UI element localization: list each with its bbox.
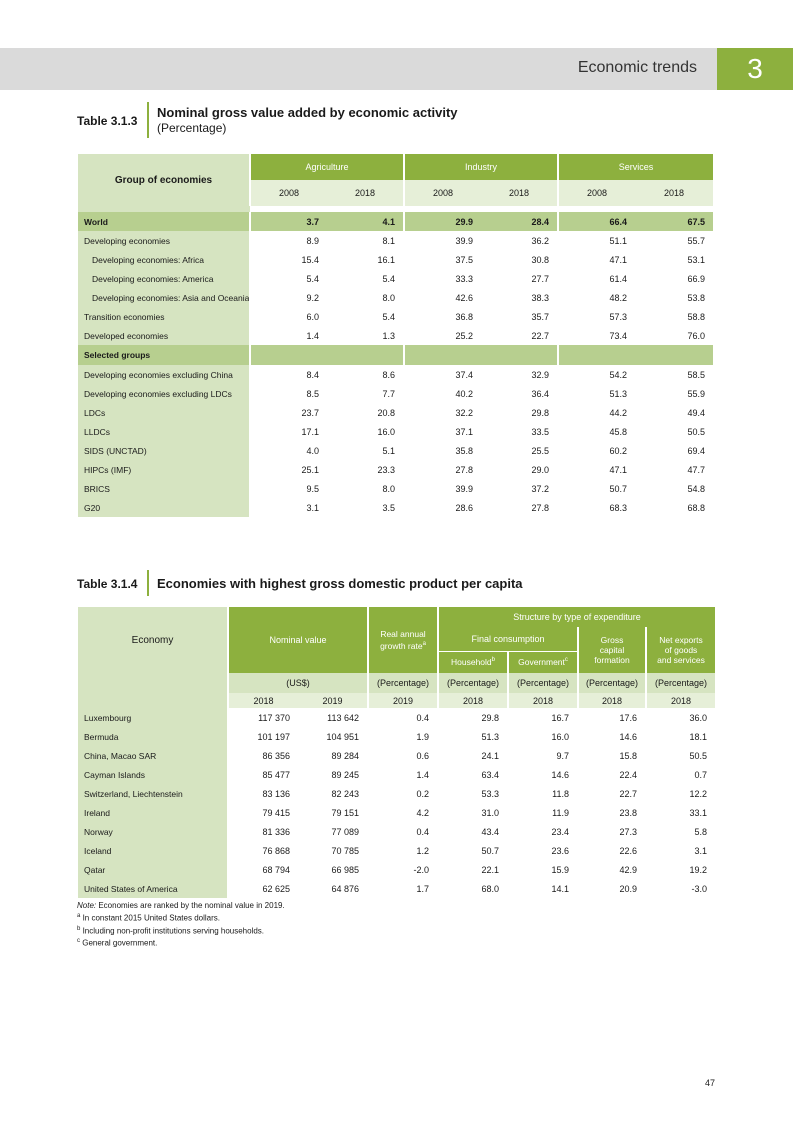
table-row (78, 288, 713, 307)
cell: 82 243 (331, 788, 359, 799)
table-row (78, 498, 713, 517)
cell: 66.4 (558, 212, 635, 231)
cell: 0.4 (368, 822, 438, 841)
cell: 53.8 (687, 292, 706, 303)
cell: 50.5 (687, 426, 706, 437)
row-name: LLDCs (78, 422, 250, 441)
cell: 42.6 (404, 288, 481, 307)
table-label: Table 3.1.3 (77, 114, 138, 128)
final-consumption-header: Final consumption (438, 627, 578, 651)
cell: 37.4 (404, 365, 481, 384)
table-notes (77, 900, 285, 949)
cell: 16.1 (377, 254, 395, 265)
cell: 29.9 (404, 212, 481, 231)
cell: 35.7 (531, 311, 550, 322)
table-row (78, 822, 715, 841)
table-row (78, 422, 713, 441)
cell: 53.3 (438, 784, 508, 803)
table-title: Nominal gross value added by economic activity (157, 105, 458, 120)
table-row (78, 365, 713, 384)
cell: 5.1 (382, 445, 395, 456)
cell: 55.9 (687, 388, 706, 399)
cell: 5.4 (382, 311, 395, 322)
cell: 36.8 (404, 307, 481, 326)
year-header: 2018 (578, 693, 646, 708)
cell: 57.3 (558, 307, 635, 326)
table-row (78, 403, 713, 422)
row-name: HIPCs (IMF) (78, 460, 250, 479)
table-row (78, 860, 715, 879)
group-header-agriculture: Agriculture (250, 154, 404, 180)
gdp-per-capita-table (78, 607, 715, 898)
cell: 22.1 (438, 860, 508, 879)
cell: 20.9 (578, 879, 646, 898)
cell: 39.9 (404, 231, 481, 250)
cell: 37.2 (531, 483, 550, 494)
table-row (78, 727, 715, 746)
structure-header: Structure by type of expenditure (438, 607, 715, 627)
cell: 50.7 (438, 841, 508, 860)
chapter-number: 3 (717, 48, 793, 90)
cell: 79 415 (228, 803, 298, 822)
table-row (78, 708, 715, 727)
row-name: Developing economies: America (78, 269, 250, 288)
table-row (78, 803, 715, 822)
cell: 3.5 (382, 502, 395, 513)
cell: 67.5 (635, 212, 713, 231)
cell: 23.6 (508, 841, 578, 860)
cell: 15.9 (508, 860, 578, 879)
year-header: 2018 (508, 693, 578, 708)
cell: 16.7 (508, 708, 578, 727)
growth-rate-header: Real annual growth rate$^a$ (368, 607, 438, 673)
caption-bar (147, 102, 149, 138)
cell: 51.3 (438, 727, 508, 746)
cell: 101 197 (228, 727, 298, 746)
cell: 47.1 (558, 250, 635, 269)
cell: 1.3 (382, 330, 395, 341)
cell: 68 794 (228, 860, 298, 879)
unit-percentage: (Percentage) (368, 673, 438, 693)
row-name: Developing economies: Africa (78, 250, 250, 269)
cell: 49.4 (687, 407, 706, 418)
table-row (78, 746, 715, 765)
cell: 69.4 (687, 445, 706, 456)
cell: 68.0 (438, 879, 508, 898)
cell: 76.0 (687, 330, 706, 341)
cell: 18.1 (646, 727, 715, 746)
cell: 37.5 (404, 250, 481, 269)
cell: 1.4 (250, 326, 327, 345)
row-name: World (78, 212, 250, 231)
cell: 117 370 (228, 708, 298, 727)
cell: 7.7 (382, 388, 395, 399)
cell: 25.2 (404, 326, 481, 345)
cell: 32.2 (404, 403, 481, 422)
table-row (78, 231, 713, 250)
page-number: 47 (705, 1078, 716, 1088)
year-header: 2008 (404, 180, 481, 206)
cell: 14.1 (508, 879, 578, 898)
unit-percentage: (Percentage) (578, 673, 646, 693)
cell: 27.7 (531, 273, 550, 284)
cell: 3.1 (646, 841, 715, 860)
cell: 8.6 (382, 369, 395, 380)
cell: 30.8 (531, 254, 550, 265)
cell: 19.2 (646, 860, 715, 879)
cell: 0.7 (646, 765, 715, 784)
cell: 60.2 (558, 441, 635, 460)
cell: 79 151 (331, 807, 359, 818)
year-header: 2018 (481, 180, 558, 206)
cell: 27.8 (531, 502, 550, 513)
cell: 4.0 (250, 441, 327, 460)
cell: 85 477 (228, 765, 298, 784)
table-row (78, 326, 713, 345)
cell: 66.9 (687, 273, 706, 284)
unit-percentage: (Percentage) (508, 673, 578, 693)
cell: 104 951 (326, 731, 359, 742)
row-name: Luxembourg (78, 708, 228, 727)
cell: 8.9 (250, 231, 327, 250)
cell: 1.9 (368, 727, 438, 746)
cell: 23.4 (508, 822, 578, 841)
cell: 73.4 (558, 326, 635, 345)
cell: 40.2 (404, 384, 481, 403)
row-name: United States of America (78, 879, 228, 898)
row-header: Group of economies (78, 154, 250, 206)
cell: 8.0 (382, 292, 395, 303)
cell: 9.2 (250, 288, 327, 307)
table-row (78, 250, 713, 269)
cell: 29.0 (531, 464, 550, 475)
row-name: LDCs (78, 403, 250, 422)
row-name: Qatar (78, 860, 228, 879)
government-header: Government$^c$ (508, 651, 578, 673)
cell: 54.2 (558, 365, 635, 384)
cell: 39.9 (404, 479, 481, 498)
footnote: $^a$ In constant 2015 United States dollars. (77, 913, 220, 923)
cell: 8.5 (250, 384, 327, 403)
year-header: 2018 (646, 693, 715, 708)
cell: 44.2 (558, 403, 635, 422)
cell: 37.1 (404, 422, 481, 441)
footnote: $^b$ Including non-profit institutions serving households. (77, 925, 265, 936)
cell: 70 785 (331, 845, 359, 856)
cell: 33.3 (404, 269, 481, 288)
unit-percentage: (Percentage) (646, 673, 715, 693)
year-header: 2019 (298, 693, 368, 708)
caption-bar (147, 570, 149, 596)
cell: 22.6 (578, 841, 646, 860)
year-header: 2008 (250, 180, 327, 206)
cell: 36.2 (531, 235, 550, 246)
cell: 64 876 (331, 883, 359, 894)
cell: 23.3 (377, 464, 395, 475)
cell: 8.1 (382, 235, 395, 246)
cell: 15.8 (578, 746, 646, 765)
table-row (78, 879, 715, 898)
cell: 15.4 (250, 250, 327, 269)
cell: 4.2 (368, 803, 438, 822)
cell: 53.1 (687, 254, 706, 265)
cell: 9.5 (250, 479, 327, 498)
cell: 27.3 (578, 822, 646, 841)
cell: 9.7 (508, 746, 578, 765)
year-header: 2018 (635, 180, 713, 206)
cell: 83 136 (228, 784, 298, 803)
cell: 31.0 (438, 803, 508, 822)
section-title: Economic trends (577, 59, 697, 76)
cell: 58.5 (687, 369, 706, 380)
row-name: Ireland (78, 803, 228, 822)
group-header-services: Services (558, 154, 713, 180)
cell: 63.4 (438, 765, 508, 784)
selected-groups-row (78, 345, 713, 365)
row-name: G20 (78, 498, 250, 517)
table-row (78, 384, 713, 403)
cell: 11.9 (508, 803, 578, 822)
cell: 25.5 (531, 445, 550, 456)
cell: 29.8 (438, 708, 508, 727)
cell: 42.9 (578, 860, 646, 879)
cell: 20.8 (377, 407, 395, 418)
year-header: 2018 (327, 180, 404, 206)
cell: 0.2 (368, 784, 438, 803)
table-row (78, 841, 715, 860)
household-header: Household$^b$ (438, 651, 508, 673)
cell: 3.7 (250, 212, 327, 231)
cell: 27.8 (404, 460, 481, 479)
cell: 23.8 (578, 803, 646, 822)
cell: 5.4 (250, 269, 327, 288)
cell: 16.0 (508, 727, 578, 746)
cell: 22.4 (578, 765, 646, 784)
row-name: Developed economies (78, 326, 250, 345)
cell: 17.1 (250, 422, 327, 441)
cell: 1.2 (368, 841, 438, 860)
cell: 28.4 (481, 212, 558, 231)
cell: 50.7 (558, 479, 635, 498)
row-name: SIDS (UNCTAD) (78, 441, 250, 460)
cell: 47.7 (687, 464, 706, 475)
row-name: Switzerland, Liechtenstein (78, 784, 228, 803)
year-header: 2008 (558, 180, 635, 206)
row-name: BRICS (78, 479, 250, 498)
cell: 29.8 (531, 407, 550, 418)
cell: 50.5 (646, 746, 715, 765)
cell: 28.6 (404, 498, 481, 517)
cell: 0.4 (368, 708, 438, 727)
table-row (78, 441, 713, 460)
cell: 8.0 (382, 483, 395, 494)
table-row (78, 269, 713, 288)
cell: 5.4 (382, 273, 395, 284)
table-title: Economies with highest gross domestic product per capita (157, 576, 523, 591)
cell: 51.3 (558, 384, 635, 403)
table-row (78, 784, 715, 803)
cell: 81 336 (228, 822, 298, 841)
table-row (78, 460, 713, 479)
row-name: Bermuda (78, 727, 228, 746)
table-subtitle: (Percentage) (157, 121, 227, 135)
row-name: China, Macao SAR (78, 746, 228, 765)
world-row (78, 212, 713, 231)
note: Note: Economies are ranked by the nominal value in 2019. (77, 901, 285, 910)
cell: 8.4 (250, 365, 327, 384)
row-header: Economy (78, 607, 228, 673)
cell: 43.4 (438, 822, 508, 841)
row-name: Developing economies excluding China (78, 365, 250, 384)
year-header: 2018 (228, 693, 298, 708)
table-row (78, 479, 713, 498)
row-name: Transition economies (78, 307, 250, 326)
row-name: Developing economies (78, 231, 250, 250)
row-name: Norway (78, 822, 228, 841)
cell: 3.1 (250, 498, 327, 517)
cell: 89 284 (331, 750, 359, 761)
cell: 77 089 (331, 826, 359, 837)
table-label: Table 3.1.4 (77, 577, 138, 591)
cell: 68.3 (558, 498, 635, 517)
row-name: Developing economies excluding LDCs (78, 384, 250, 403)
cell: 54.8 (687, 483, 706, 494)
cell: 48.2 (558, 288, 635, 307)
gross-value-added-table (78, 154, 713, 517)
cell: 23.7 (250, 403, 327, 422)
cell: 33.1 (646, 803, 715, 822)
table-row (78, 765, 715, 784)
cell: 22.7 (531, 330, 550, 341)
cell: 4.1 (327, 212, 404, 231)
cell: 68.8 (687, 502, 706, 513)
year-header: 2018 (438, 693, 508, 708)
gross-capital-formation-header: Gross capital formation (578, 627, 646, 673)
cell: 14.6 (508, 765, 578, 784)
cell: 61.4 (558, 269, 635, 288)
cell: 66 985 (331, 864, 359, 875)
cell: 12.2 (646, 784, 715, 803)
cell: 16.0 (377, 426, 395, 437)
cell: 58.8 (687, 311, 706, 322)
cell: 33.5 (531, 426, 550, 437)
row-name: Cayman Islands (78, 765, 228, 784)
row-name: Iceland (78, 841, 228, 860)
cell: 6.0 (250, 307, 327, 326)
cell: 1.7 (368, 879, 438, 898)
cell: 24.1 (438, 746, 508, 765)
cell: 45.8 (558, 422, 635, 441)
cell: 89 245 (331, 769, 359, 780)
cell: -3.0 (646, 879, 715, 898)
cell: 11.8 (508, 784, 578, 803)
cell: 62 625 (228, 879, 298, 898)
cell: 17.6 (578, 708, 646, 727)
nominal-value-header: Nominal value (228, 607, 368, 673)
cell: 55.7 (687, 235, 706, 246)
row-name: Developing economies: Asia and Oceania (78, 288, 250, 307)
cell: 1.4 (368, 765, 438, 784)
cell: 113 642 (327, 712, 359, 723)
cell: -2.0 (368, 860, 438, 879)
section-label: Selected groups (78, 345, 250, 365)
cell: 51.1 (558, 231, 635, 250)
cell: 22.7 (578, 784, 646, 803)
cell: 36.0 (646, 708, 715, 727)
unit-usd: (US$) (228, 673, 368, 693)
cell: 5.8 (646, 822, 715, 841)
cell: 25.1 (250, 460, 327, 479)
cell: 0.6 (368, 746, 438, 765)
cell: 36.4 (531, 388, 550, 399)
cell: 14.6 (578, 727, 646, 746)
cell: 86 356 (228, 746, 298, 765)
unit-percentage: (Percentage) (438, 673, 508, 693)
cell: 32.9 (531, 369, 550, 380)
group-header-industry: Industry (404, 154, 558, 180)
table-row (78, 307, 713, 326)
net-exports-header: Net exports of goods and services (646, 627, 715, 673)
cell: 76 868 (228, 841, 298, 860)
year-header: 2019 (368, 693, 438, 708)
cell: 35.8 (404, 441, 481, 460)
cell: 38.3 (531, 292, 550, 303)
cell: 47.1 (558, 460, 635, 479)
footnote: $^c$ General government. (77, 938, 158, 948)
